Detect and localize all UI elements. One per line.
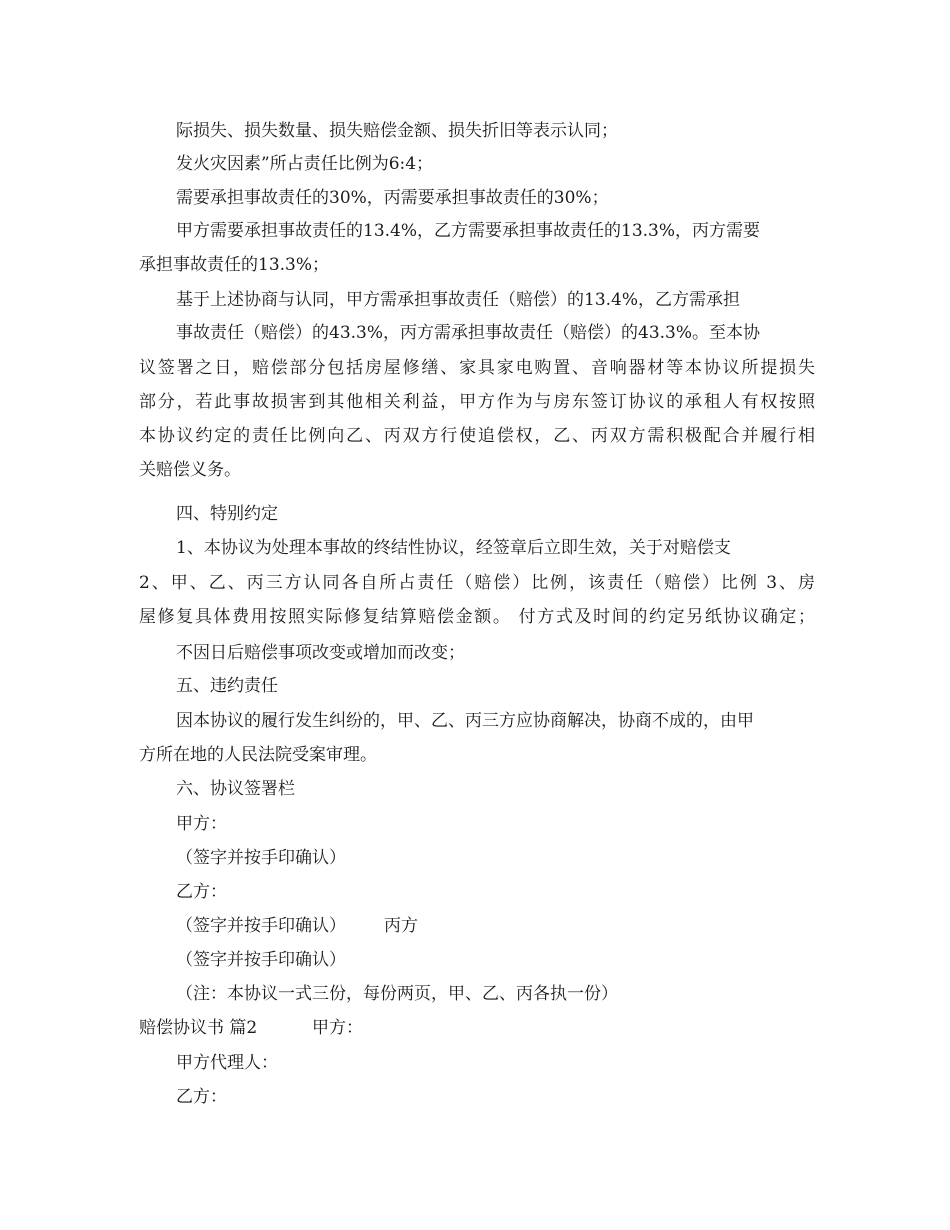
text-line: 基于上述协商与认同，甲方需承担事故责任（赔偿）的13.4%，乙方需承担 (176, 290, 741, 310)
signature-row (176, 915, 418, 937)
text-line: 1、本协议为处理本事故的终结性协议，经签章后立即生效，关于对赔偿支 (176, 538, 731, 558)
signature-label: 丙方 (384, 916, 418, 936)
text-line: 际损失、损失数量、损失赔偿金额、损失折旧等表示认同； (176, 121, 618, 141)
signature-note: （签字并按手印确认） (176, 950, 346, 970)
party-label: 甲方： (312, 1018, 363, 1038)
signature-label: 甲方： (176, 814, 227, 834)
text-line: 方所在地的人民法院受案审理。 (139, 745, 377, 765)
text-line: 部分，若此事故损害到其他相关利益，甲方作为与房东签订协议的承租人有权按照 (139, 392, 815, 412)
text-line: 屋修复具体费用按照实际修复结算赔偿金额。 付方式及时间的约定另纸协议确定； (139, 607, 815, 627)
signature-note: （签字并按手印确认） (176, 848, 346, 868)
party-label: 乙方： (176, 1087, 227, 1107)
section-heading: 六、协议签署栏 (176, 779, 295, 799)
text-line: 承担事故责任的13.3%； (139, 255, 330, 275)
section-heading: 五、违约责任 (176, 676, 278, 696)
party-label: 甲方代理人： (176, 1053, 278, 1073)
text-line: 因本协议的履行发生纠纷的，甲、乙、丙三方应协商解决，协商不成的，由甲 (176, 711, 754, 731)
text-line: 发火灾因素”所占责任比例为6:4； (176, 154, 434, 174)
text-line: 不因日后赔偿事项改变或增加而改变； (176, 643, 465, 663)
text-line: 需要承担事故责任的30%，丙需要承担事故责任的30%； (176, 188, 609, 208)
agreement-heading: 赔偿协议书 篇2 (139, 1018, 258, 1038)
signature-label: 乙方： (176, 882, 227, 902)
text-line: 甲方需要承担事故责任的13.4%，乙方需要承担事故责任的13.3%，丙方需要 (176, 221, 761, 241)
text-line: 2、甲、乙、丙三方认同各自所占责任（赔偿）比例，该责任（赔偿）比例 3、房 (139, 573, 815, 593)
text-line: 议签署之日，赔偿部分包括房屋修缮、家具家电购置、音响器材等本协议所提损失 (139, 358, 815, 378)
section-heading: 四、特别约定 (176, 504, 278, 524)
signature-note: （签字并按手印确认） (176, 916, 346, 936)
note-line: （注：本协议一式三份，每份两页，甲、乙、丙各执一份） (176, 984, 618, 1004)
text-line: 事故责任（赔偿）的43.3%，丙方需承担事故责任（赔偿）的43.3%。至本协 (176, 323, 761, 343)
text-line: 关赔偿义务。 (139, 460, 241, 480)
text-line: 本协议约定的责任比例向乙、丙双方行使追偿权，乙、丙双方需积极配合并履行相 (139, 426, 815, 446)
